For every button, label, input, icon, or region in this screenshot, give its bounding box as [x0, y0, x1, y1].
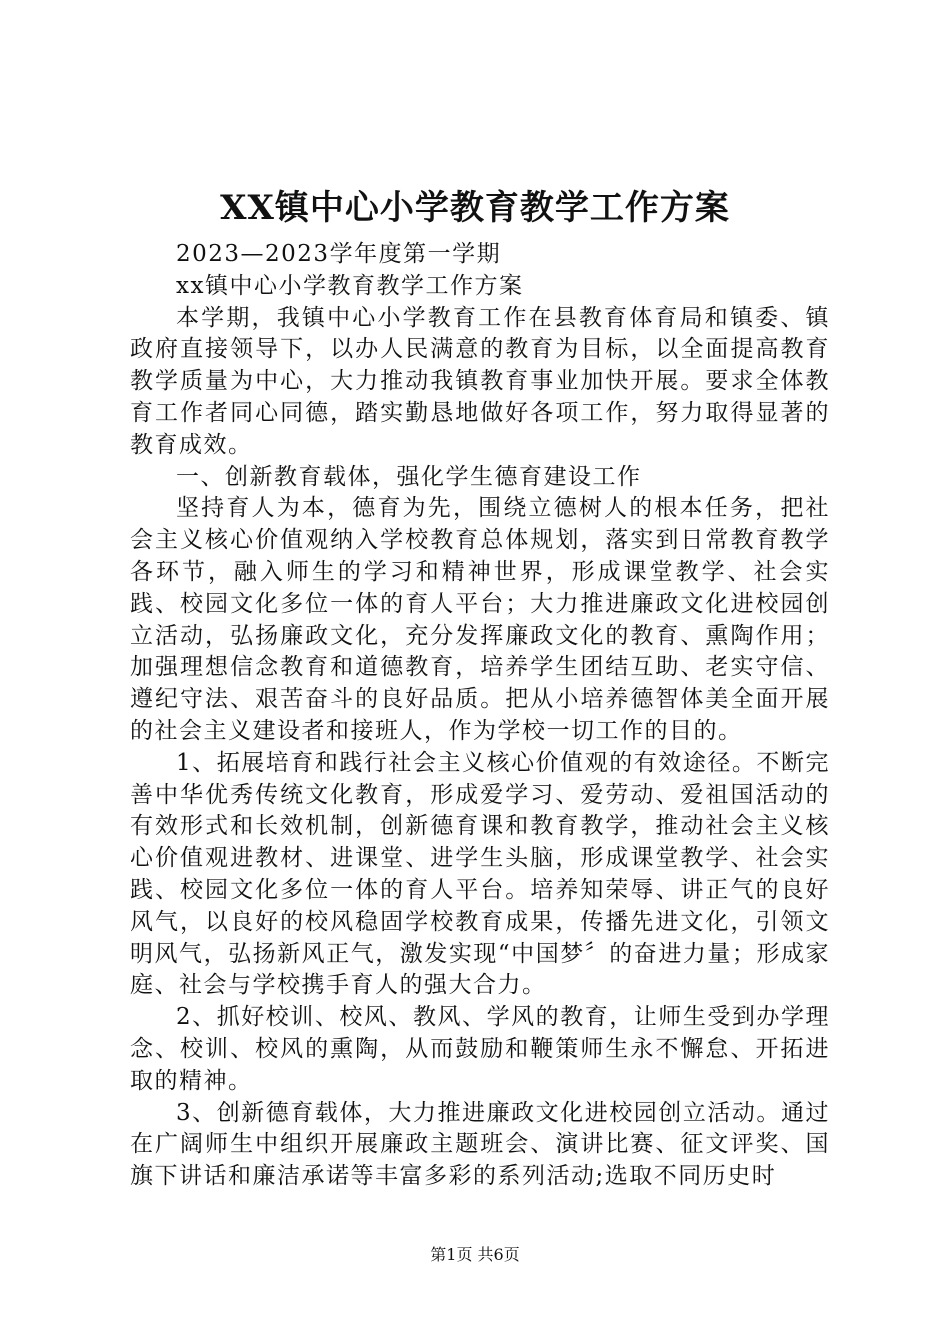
paragraph-item-3: 3、创新德育载体，大力推进廉政文化进校园创立活动。通过在广阔师生中组织开展廉政主题班会、演讲比赛、征文评奖、国旗下讲话和廉洁承诺等丰富多彩的系列活动;选取不同历史时: [130, 1099, 830, 1190]
document-body: [130, 239, 830, 1193]
paragraph-item-1: 1、拓展培育和践行社会主义核心价值观的有效途径。不断完善中华优秀传统文化教育，形成爱学习、爱劳动、爱祖国活动的有效形式和长效机制，创新德育课和教育教学，推动社会主义核心价值观进教材、进课堂、进学生头脑，形成课堂教学、社会实践、校园文化多位一体的育人平台。培养知荣辱、讲正气的良好风气，以良好的校风稳固学校教育成果，传播先进文化，引领文明风气，弘扬新风正气，激发实现“中国梦〞的奋进力量；形成家庭、社会与学校携手育人的强大合力。: [130, 749, 830, 999]
paragraph-intro: 本学期，我镇中心小学教育工作在县教育体育局和镇委、镇政府直接领导下，以办人民满意的教育为目标，以全面提高教育教学质量为中心，大力推动我镇教育事业加快开展。要求全体教育工作者同心同德，踏实勤恳地做好各项工作，努力取得显著的教育成效。: [130, 304, 830, 458]
section-heading-1: 一、创新教育载体，强化学生德育建设工作: [176, 463, 642, 490]
paragraph-term: 2023—2023学年度第一学期: [176, 241, 502, 267]
document-title: XX镇中心小学教育教学工作方案: [220, 188, 730, 228]
paragraph-subtitle: xx镇中心小学教育教学工作方案: [176, 272, 524, 299]
page-number-footer: 第1页 共6页: [430, 1245, 520, 1264]
paragraph-moral-education: 坚持育人为本，德育为先，围绕立德树人的根本任务，把社会主义核心价值观纳入学校教育总体规划，落实到日常教育教学各环节，融入师生的学习和精神世界，形成课堂教学、社会实践、校园文化多位一体的育人平台；大力推进廉政文化进校园创立活动，弘扬廉政文化，充分发挥廉政文化的教育、熏陶作用；加强理想信念教育和道德教育，培养学生团结互助、老实守信、遵纪守法、艰苦奋斗的良好品质。把从小培养德智体美全面开展的社会主义建设者和接班人，作为学校一切工作的目的。: [130, 495, 830, 744]
paragraph-item-2: 2、抓好校训、校风、教风、学风的教育，让师生受到办学理念、校训、校风的熏陶，从而鼓励和鞭策师生永不懈怠、开拓进取的精神。: [130, 1004, 830, 1094]
